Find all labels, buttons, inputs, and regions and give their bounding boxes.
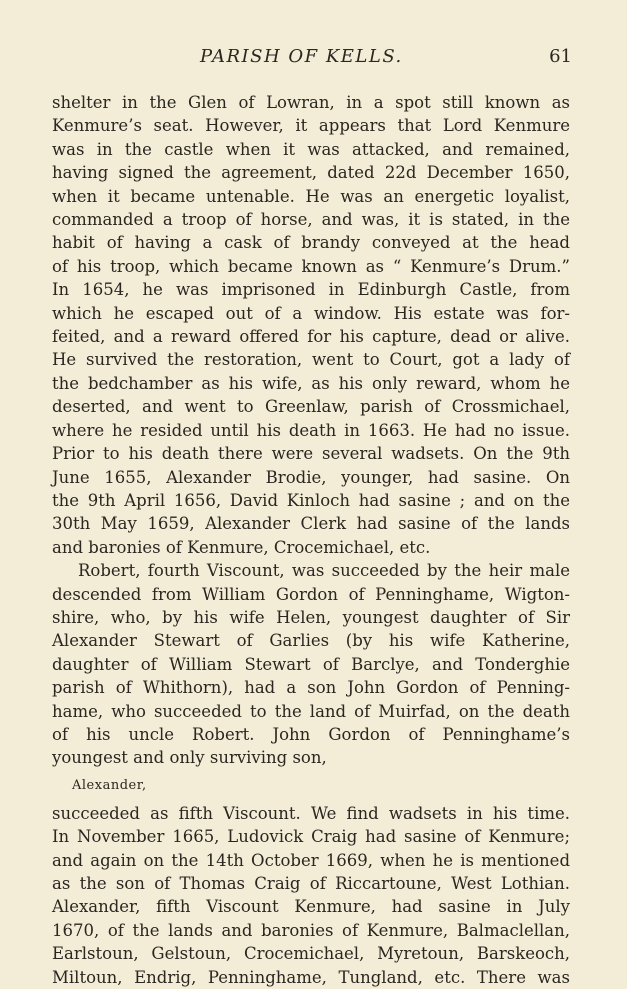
- text-line: Kenmure’s seat. However, it appears that Lord Kenmure: [52, 116, 570, 136]
- text-line: Miltoun, Endrig, Penninghame, Tungland, etc. There was: [52, 967, 570, 987]
- text-line: when it became untenable. He was an energetic loyalist,: [52, 186, 570, 206]
- text-line: succeeded as fifth Viscount. We find wadsets in his time.: [52, 803, 570, 823]
- text-line: of his uncle Robert. John Gordon of Penninghame’s: [52, 724, 570, 744]
- text-line: shelter in the Glen of Lowran, in a spot still known as: [52, 93, 570, 112]
- text-line: Prior to his death there were several wadsets. On the 9th: [52, 444, 570, 464]
- text-line: In November 1665, Ludovick Craig had sasine of Kenmure;: [52, 827, 570, 847]
- text-line: parish of Whithorn), had a son John Gordon of Penning-: [52, 678, 570, 698]
- text-line: having signed the agreement, dated 22d December 1650,: [52, 163, 570, 183]
- text-line: Robert, fourth Viscount, was succeeded by the heir male: [78, 561, 570, 581]
- text-line: habit of having a cask of brandy conveyed at the head: [52, 233, 570, 253]
- page-number: 61: [549, 46, 572, 67]
- text-line: He survived the restoration, went to Court, got a lady of: [52, 350, 570, 370]
- text-line: deserted, and went to Greenlaw, parish of Crossmichael,: [52, 397, 570, 417]
- text-line: was in the castle when it was attacked, and remained,: [52, 139, 570, 159]
- text-line: Earlstoun, Gelstoun, Crocemichael, Myretoun, Barskeoch,: [52, 944, 570, 964]
- text-line: where he resided until his death in 1663. He had no issue.: [52, 420, 570, 440]
- text-line: daughter of William Stewart of Barclye, and Tonderghie: [52, 654, 570, 674]
- page-header: [52, 46, 572, 74]
- text-line: June 1655, Alexander Brodie, younger, had sasine. On: [52, 467, 570, 487]
- text-line: descended from William Gordon of Penninghame, Wigton-: [52, 584, 570, 604]
- text-line: and baronies of Kenmure, Crocemichael, etc.: [52, 537, 431, 557]
- text-line: Alexander, fifth Viscount Kenmure, had sasine in July: [52, 897, 570, 917]
- section-subheading: Alexander,: [72, 777, 147, 793]
- text-line: as the son of Thomas Craig of Riccartoune, West Lothian.: [52, 874, 570, 893]
- text-line: hame, who succeeded to the land of Muirfad, on the death: [52, 701, 570, 721]
- text-line: the 9th April 1656, David Kinloch had sasine ; and on the: [52, 490, 570, 510]
- text-line: the bedchamber as his wife, as his only reward, whom he: [52, 373, 570, 393]
- text-line: 30th May 1659, Alexander Clerk had sasine of the lands: [52, 514, 570, 534]
- running-head: PARISH OF KELLS.: [200, 46, 403, 67]
- text-line: commanded a troop of horse, and was, it is stated, in the: [52, 210, 570, 230]
- text-line: 1670, of the lands and baronies of Kenmure, Balmaclellan,: [52, 920, 570, 940]
- text-line: In 1654, he was imprisoned in Edinburgh Castle, from: [52, 280, 570, 300]
- text-line: Alexander Stewart of Garlies (by his wife Katherine,: [52, 631, 570, 651]
- text-line: which he escaped out of a window. His estate was for-: [52, 303, 570, 323]
- body-text: [52, 91, 570, 989]
- text-line: and again on the 14th October 1669, when he is mentioned: [52, 850, 570, 870]
- text-line: of his troop, which became known as “ Kenmure’s Drum.”: [52, 256, 570, 276]
- text-line: feited, and a reward offered for his capture, dead or alive.: [52, 327, 570, 347]
- text-line: shire, who, by his wife Helen, youngest daughter of Sir: [52, 607, 570, 627]
- text-line: youngest and only surviving son,: [52, 748, 327, 768]
